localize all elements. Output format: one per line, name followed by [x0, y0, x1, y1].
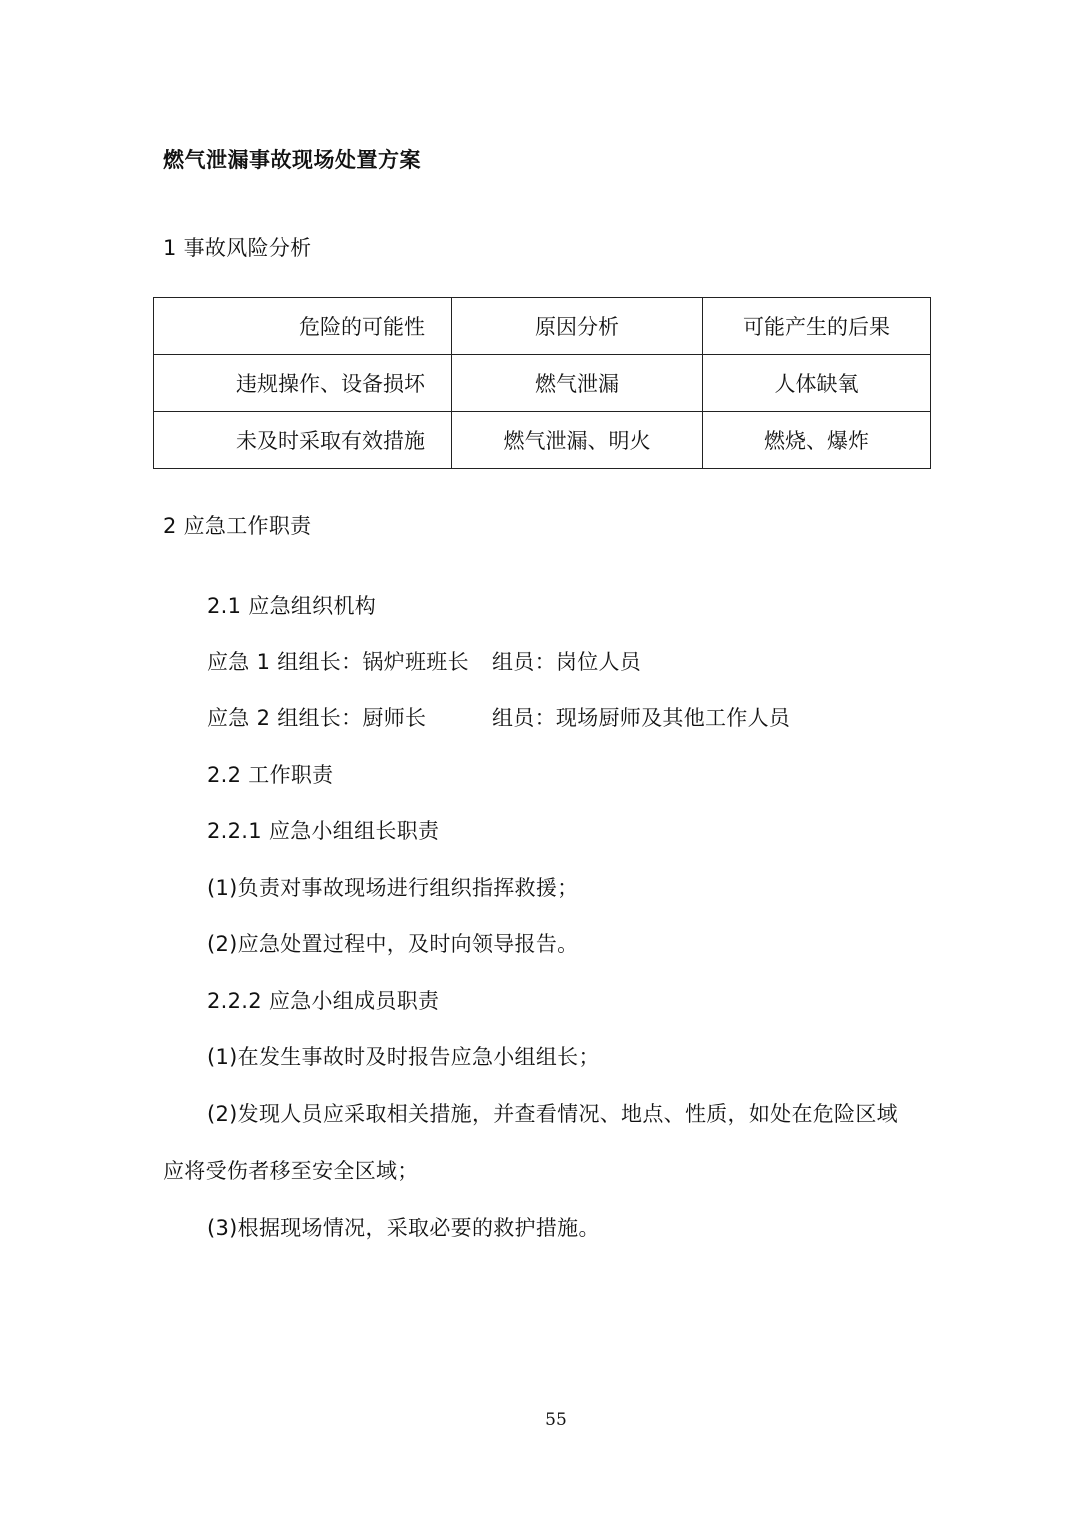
table-header-cell: 危险的可能性 [154, 298, 452, 355]
table-row [154, 412, 931, 469]
table-cell: 燃气泄漏、明火 [452, 412, 703, 469]
page-number: 55 [545, 1410, 567, 1430]
list-item: (2)应急处置过程中，及时向领导报告。 [207, 932, 579, 956]
group-1-members: 组员：岗位人员 [492, 650, 642, 674]
table-cell: 违规操作、设备损坏 [154, 355, 452, 412]
subsection-2-2-heading: 2.2 工作职责 [207, 763, 334, 787]
group-1-leader: 应急 1 组组长：锅炉班班长 [207, 650, 469, 674]
list-item: (2)发现人员应采取相关措施，并查看情况、地点、性质，如处在危险区域 [207, 1102, 898, 1126]
table-cell: 人体缺氧 [703, 355, 931, 412]
section-1-heading: 1 事故风险分析 [163, 236, 312, 260]
group-2-leader: 应急 2 组组长：厨师长 [207, 706, 427, 730]
list-item: (1)在发生事故时及时报告应急小组组长； [207, 1045, 600, 1069]
table-header-cell: 可能产生的后果 [703, 298, 931, 355]
subsection-2-2-1-heading: 2.2.1 应急小组组长职责 [207, 819, 440, 843]
list-item: (3)根据现场情况，采取必要的救护措施。 [207, 1216, 600, 1240]
list-item-continuation: 应将受伤者移至安全区域； [163, 1159, 419, 1183]
document-title: 燃气泄漏事故现场处置方案 [163, 148, 421, 172]
risk-analysis-table [153, 297, 931, 469]
group-2-line [207, 702, 907, 732]
group-1-line [207, 646, 907, 676]
table-row [154, 355, 931, 412]
table-header-row [154, 298, 931, 355]
table-cell: 未及时采取有效措施 [154, 412, 452, 469]
group-2-members: 组员：现场厨师及其他工作人员 [492, 706, 791, 730]
list-item: (1)负责对事故现场进行组织指挥救援； [207, 876, 579, 900]
table-cell: 燃烧、爆炸 [703, 412, 931, 469]
subsection-2-2-2-heading: 2.2.2 应急小组成员职责 [207, 989, 440, 1013]
section-2-heading: 2 应急工作职责 [163, 514, 312, 538]
table-header-cell: 原因分析 [452, 298, 703, 355]
table-cell: 燃气泄漏 [452, 355, 703, 412]
subsection-2-1-heading: 2.1 应急组织机构 [207, 594, 377, 618]
